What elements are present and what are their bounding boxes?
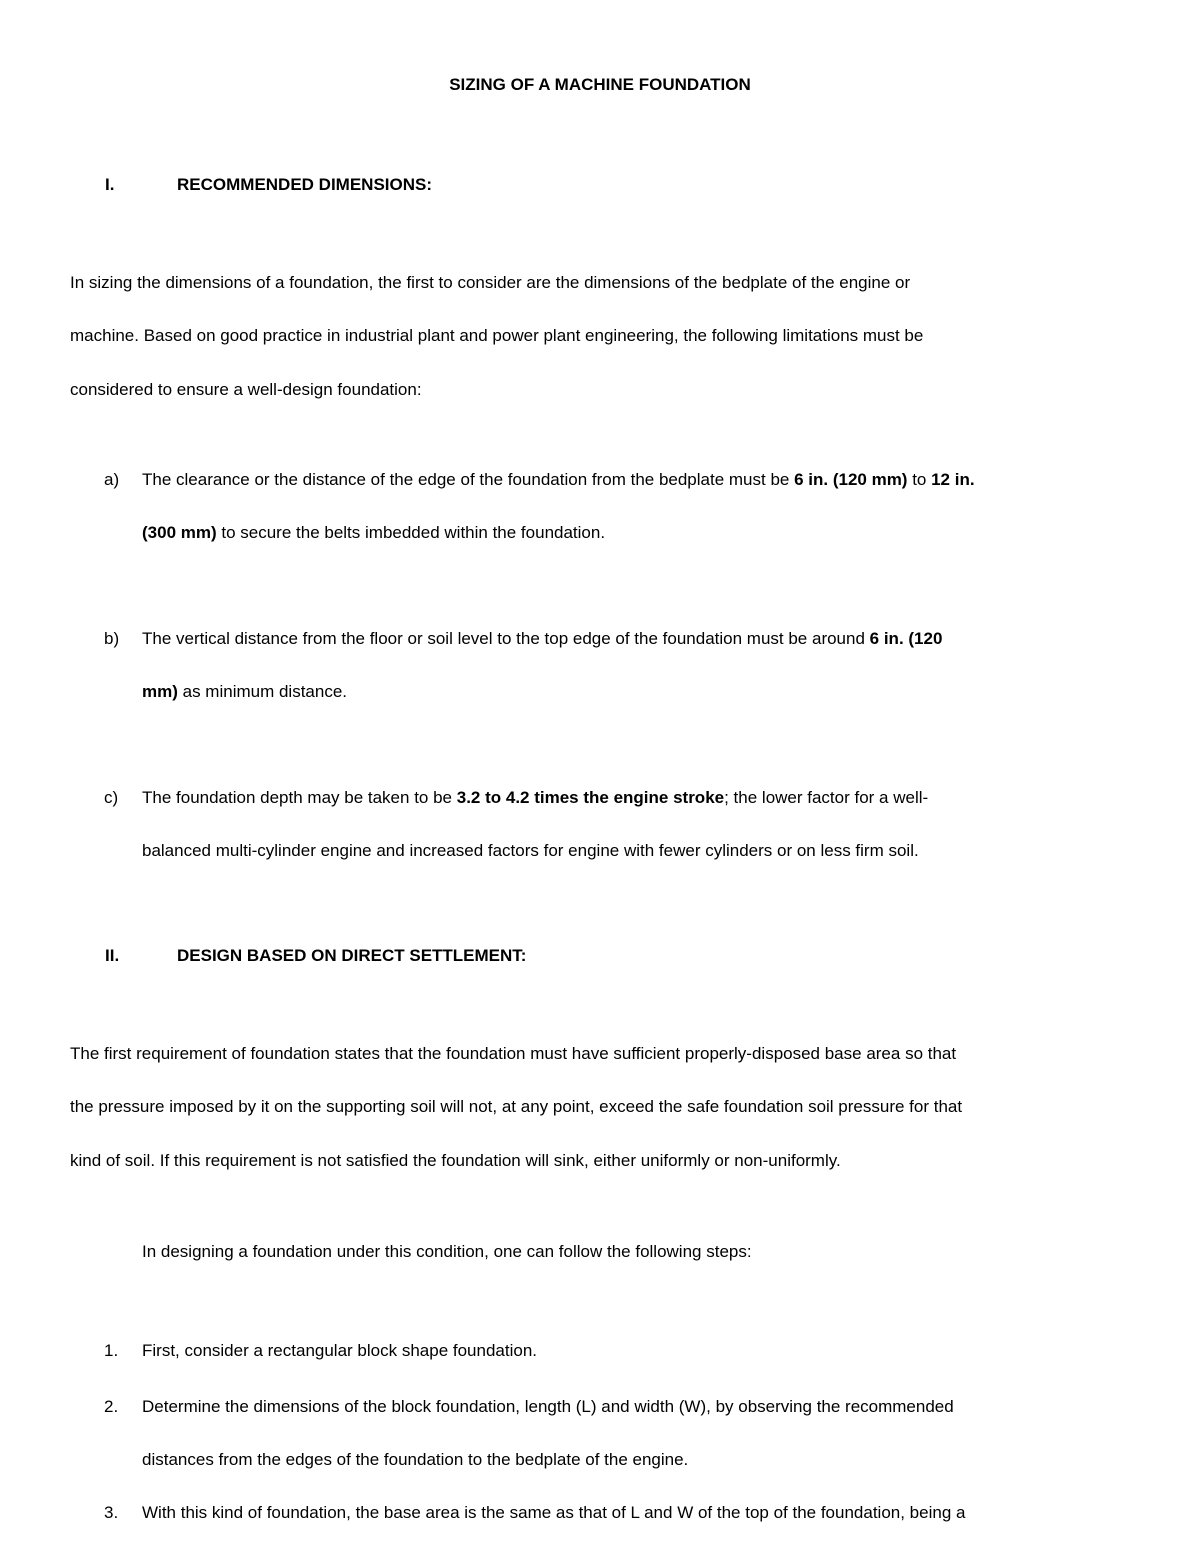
step-3-line-1: With this kind of foundation, the base area is the same as that of L and W of the top of the foundation, being a xyxy=(142,1503,966,1522)
list-item-c-line-2: balanced multi-cylinder engine and increased factors for engine with fewer cylinders or on less firm soil. xyxy=(142,841,919,860)
section-2-para-line-3: kind of soil. If this requirement is not satisfied the foundation will sink, either uniformly or non-uniformly. xyxy=(70,1151,841,1170)
list-item-a-line-1 xyxy=(142,470,975,490)
text: The vertical distance from the floor or soil level to the top edge of the foundation must be around xyxy=(142,629,870,648)
list-marker-a: a) xyxy=(104,470,120,489)
step-marker-1: 1. xyxy=(104,1341,119,1360)
list-item-a-line-2 xyxy=(142,523,605,543)
step-2-line-1: Determine the dimensions of the block foundation, length (L) and width (W), by observing the recommended xyxy=(142,1397,954,1416)
text: The clearance or the distance of the edge of the foundation from the bedplate must be xyxy=(142,470,795,489)
text: to xyxy=(907,470,932,489)
section-2-para-line-1: The first requirement of foundation states that the foundation must have sufficient properly-disposed base area so that xyxy=(70,1044,957,1063)
list-item-b-line-1 xyxy=(142,629,942,649)
step-marker-3: 3. xyxy=(104,1503,119,1522)
text: ; the lower factor for a well- xyxy=(724,788,929,807)
section-2-heading: DESIGN BASED ON DIRECT SETTLEMENT: xyxy=(177,946,527,965)
step-2-line-2: distances from the edges of the foundation to the bedplate of the engine. xyxy=(142,1450,689,1469)
step-marker-2: 2. xyxy=(104,1397,119,1416)
step-1-line-1: First, consider a rectangular block shape foundation. xyxy=(142,1341,538,1360)
bold-text: 6 in. (120 xyxy=(869,629,943,648)
text: as minimum distance. xyxy=(177,682,348,701)
intro-line-3: considered to ensure a well-design foundation: xyxy=(70,380,422,399)
intro-line-1: In sizing the dimensions of a foundation, the first to consider are the dimensions of the bedplate of the engine or xyxy=(70,273,911,292)
list-marker-c: c) xyxy=(104,788,119,807)
bold-text: mm) xyxy=(142,682,178,701)
bold-text: 12 in. xyxy=(931,470,975,489)
list-item-c-line-1 xyxy=(142,788,928,808)
page-title: SIZING OF A MACHINE FOUNDATION xyxy=(449,75,751,94)
bold-text: (300 mm) xyxy=(142,523,217,542)
intro-line-2: machine. Based on good practice in industrial plant and power plant engineering, the following limitations must be xyxy=(70,326,924,345)
bold-text: 6 in. (120 mm) xyxy=(794,470,908,489)
list-marker-b: b) xyxy=(104,629,120,648)
section-2-number: II. xyxy=(105,946,120,965)
bold-text: 3.2 to 4.2 times the engine stroke xyxy=(456,788,725,807)
section-2-para-line-2: the pressure imposed by it on the supporting soil will not, at any point, exceed the safe foundation soil pressure for that xyxy=(70,1097,963,1116)
section-1-number: I. xyxy=(105,175,115,194)
text: The foundation depth may be taken to be xyxy=(142,788,457,807)
section-1-heading: RECOMMENDED DIMENSIONS: xyxy=(177,175,433,194)
list-item-b-line-2 xyxy=(142,682,347,702)
text: to secure the belts imbedded within the foundation. xyxy=(216,523,606,542)
steps-intro: In designing a foundation under this condition, one can follow the following steps: xyxy=(142,1242,752,1261)
